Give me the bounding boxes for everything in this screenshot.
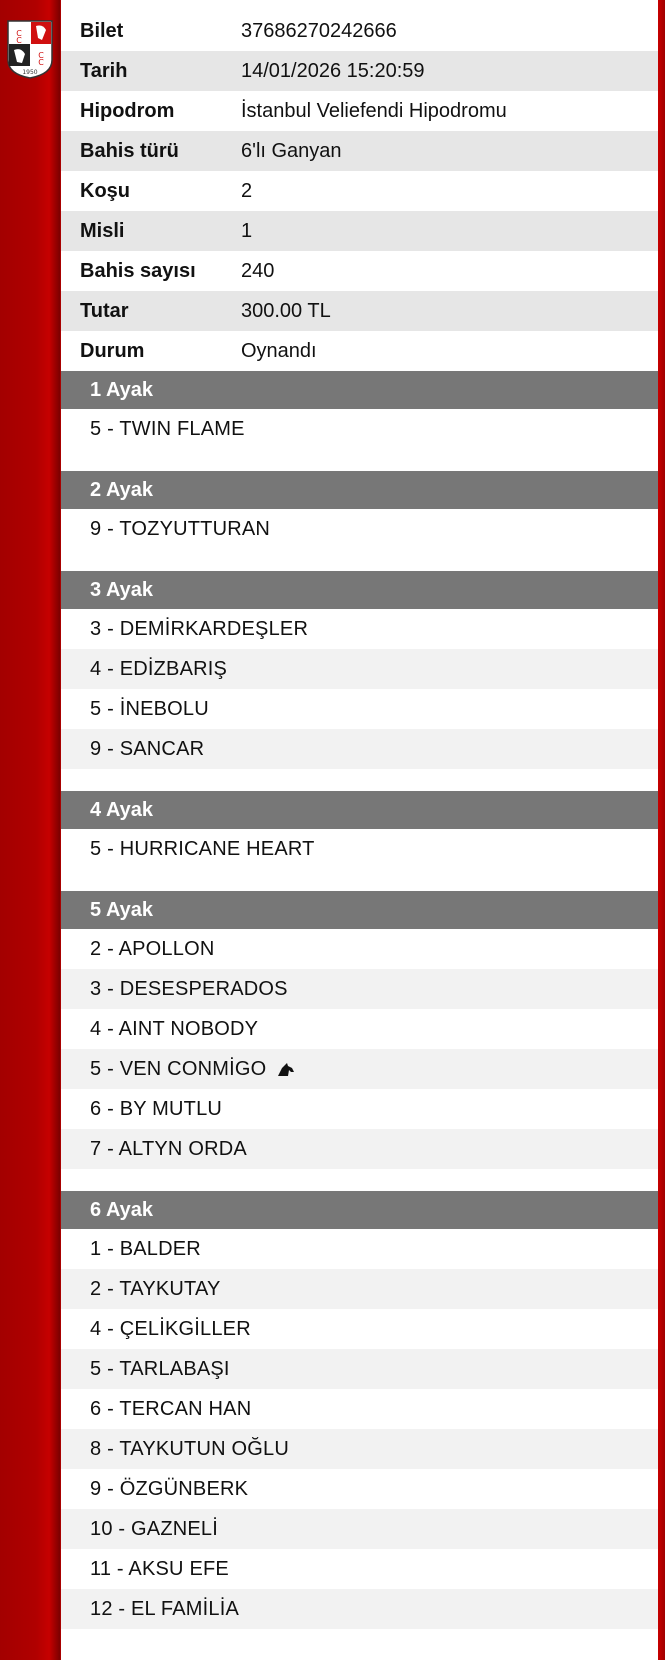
horse-row [61, 1429, 658, 1469]
horse-row [61, 649, 658, 689]
ticket-info-value: İstanbul Veliefendi Hipodromu [241, 99, 507, 122]
horse-name: 6 - BY MUTLU [90, 1097, 223, 1120]
horse-name: 9 - SANCAR [90, 737, 205, 760]
horse-name: 4 - ÇELİKGİLLER [90, 1317, 251, 1340]
svg-text:C: C [16, 29, 22, 38]
leg-header: 5 Ayak [61, 891, 658, 929]
leg-section [61, 1191, 658, 1651]
horse-row [61, 729, 658, 769]
horse-row [61, 1129, 658, 1169]
ticket-info-value: 14/01/2026 15:20:59 [241, 59, 425, 82]
horse-row [61, 509, 658, 549]
horse-row [61, 609, 658, 649]
leg-spacer [61, 549, 658, 571]
horse-name: 9 - ÖZGÜNBERK [90, 1477, 249, 1500]
leg-header: 4 Ayak [61, 791, 658, 829]
horse-name: 11 - AKSU EFE [90, 1557, 229, 1580]
ticket-info-value: 37686270242666 [241, 19, 397, 42]
ticket-info-label: Durum [80, 339, 145, 362]
horse-row [61, 1089, 658, 1129]
ticket-info-value: 300.00 TL [241, 299, 331, 322]
horse-name: 2 - TAYKUTAY [90, 1277, 221, 1300]
right-rail [658, 0, 665, 1660]
horse-name: 10 - GAZNELİ [90, 1517, 218, 1540]
horse-row [61, 1269, 658, 1309]
horse-name: 1 - BALDER [90, 1237, 201, 1260]
ticket-info-label: Misli [80, 219, 125, 242]
leg-header: 3 Ayak [61, 571, 658, 609]
horse-row [61, 1049, 658, 1089]
horse-name: 6 - TERCAN HAN [90, 1397, 252, 1420]
legs-list [61, 371, 658, 1651]
ticket-info-row [61, 171, 658, 211]
horse-row [61, 1309, 658, 1349]
ticket-info-row [61, 331, 658, 371]
horse-row [61, 929, 658, 969]
ticket-info-value: 240 [241, 259, 275, 282]
ticket-info-label: Bilet [80, 19, 124, 42]
leg-spacer [61, 1169, 658, 1191]
horse-name: 5 - VEN CONMİGO [90, 1057, 267, 1080]
ticket-info-row [61, 51, 658, 91]
ticket-info-value: 6'lı Ganyan [241, 139, 342, 162]
ticket-info-row [61, 91, 658, 131]
svg-text:1950: 1950 [22, 69, 38, 76]
leg-header: 1 Ayak [61, 371, 658, 409]
leg-spacer [61, 1629, 658, 1651]
ticket-info-table [61, 0, 658, 371]
horse-row [61, 1589, 658, 1629]
horse-name: 4 - EDİZBARIŞ [90, 657, 228, 680]
ticket-info-row [61, 131, 658, 171]
club-logo-icon [5, 18, 55, 80]
leg-section [61, 891, 658, 1191]
leg-spacer [61, 769, 658, 791]
horse-name: 5 - HURRICANE HEART [90, 837, 315, 860]
leg-spacer [61, 449, 658, 471]
ticket-info-label: Koşu [80, 179, 130, 202]
leg-header: 6 Ayak [61, 1191, 658, 1229]
horse-name: 3 - DEMİRKARDEŞLER [90, 617, 309, 640]
svg-text:C: C [38, 58, 44, 67]
horse-row [61, 1229, 658, 1269]
ticket-info-row [61, 291, 658, 331]
ticket-info-value: 2 [241, 179, 253, 202]
svg-text:C: C [16, 36, 22, 45]
horse-row [61, 1349, 658, 1389]
horse-name: 4 - AINT NOBODY [90, 1017, 259, 1040]
ticket-info-row [61, 251, 658, 291]
horse-row [61, 829, 658, 869]
ticket-detail-panel [61, 0, 658, 1660]
leg-section [61, 571, 658, 791]
horse-name: 7 - ALTYN ORDA [90, 1137, 247, 1160]
horse-row [61, 1549, 658, 1589]
horse-name: 5 - TARLABAŞI [90, 1357, 230, 1380]
ticket-info-label: Bahis türü [80, 139, 179, 162]
svg-text:C: C [38, 51, 44, 60]
ticket-info-label: Hipodrom [80, 99, 175, 122]
horse-row [61, 409, 658, 449]
leg-section [61, 791, 658, 891]
horse-head-icon [276, 1061, 296, 1077]
horse-row [61, 969, 658, 1009]
club-logo [5, 18, 55, 80]
horse-name: 9 - TOZYUTTURAN [90, 517, 271, 540]
ticket-info-value: Oynandı [241, 339, 317, 362]
horse-name: 3 - DESESPERADOS [90, 977, 288, 1000]
left-rail [0, 0, 60, 1660]
horse-row [61, 1009, 658, 1049]
horse-name: 2 - APOLLON [90, 937, 215, 960]
leg-section [61, 471, 658, 571]
horse-row [61, 1389, 658, 1429]
horse-row [61, 1509, 658, 1549]
horse-name: 8 - TAYKUTUN OĞLU [90, 1437, 289, 1460]
ticket-info-label: Tarih [80, 59, 128, 82]
horse-name: 5 - TWIN FLAME [90, 417, 245, 440]
horse-row [61, 689, 658, 729]
ticket-info-label: Tutar [80, 299, 129, 322]
leg-spacer [61, 869, 658, 891]
horse-name: 12 - EL FAMİLİA [90, 1597, 239, 1620]
horse-row [61, 1469, 658, 1509]
ticket-info-row [61, 211, 658, 251]
ticket-info-row [61, 11, 658, 51]
leg-section [61, 371, 658, 471]
horse-name: 5 - İNEBOLU [90, 697, 209, 720]
ticket-info-label: Bahis sayısı [80, 259, 196, 282]
ticket-info-value: 1 [241, 219, 253, 242]
leg-header: 2 Ayak [61, 471, 658, 509]
